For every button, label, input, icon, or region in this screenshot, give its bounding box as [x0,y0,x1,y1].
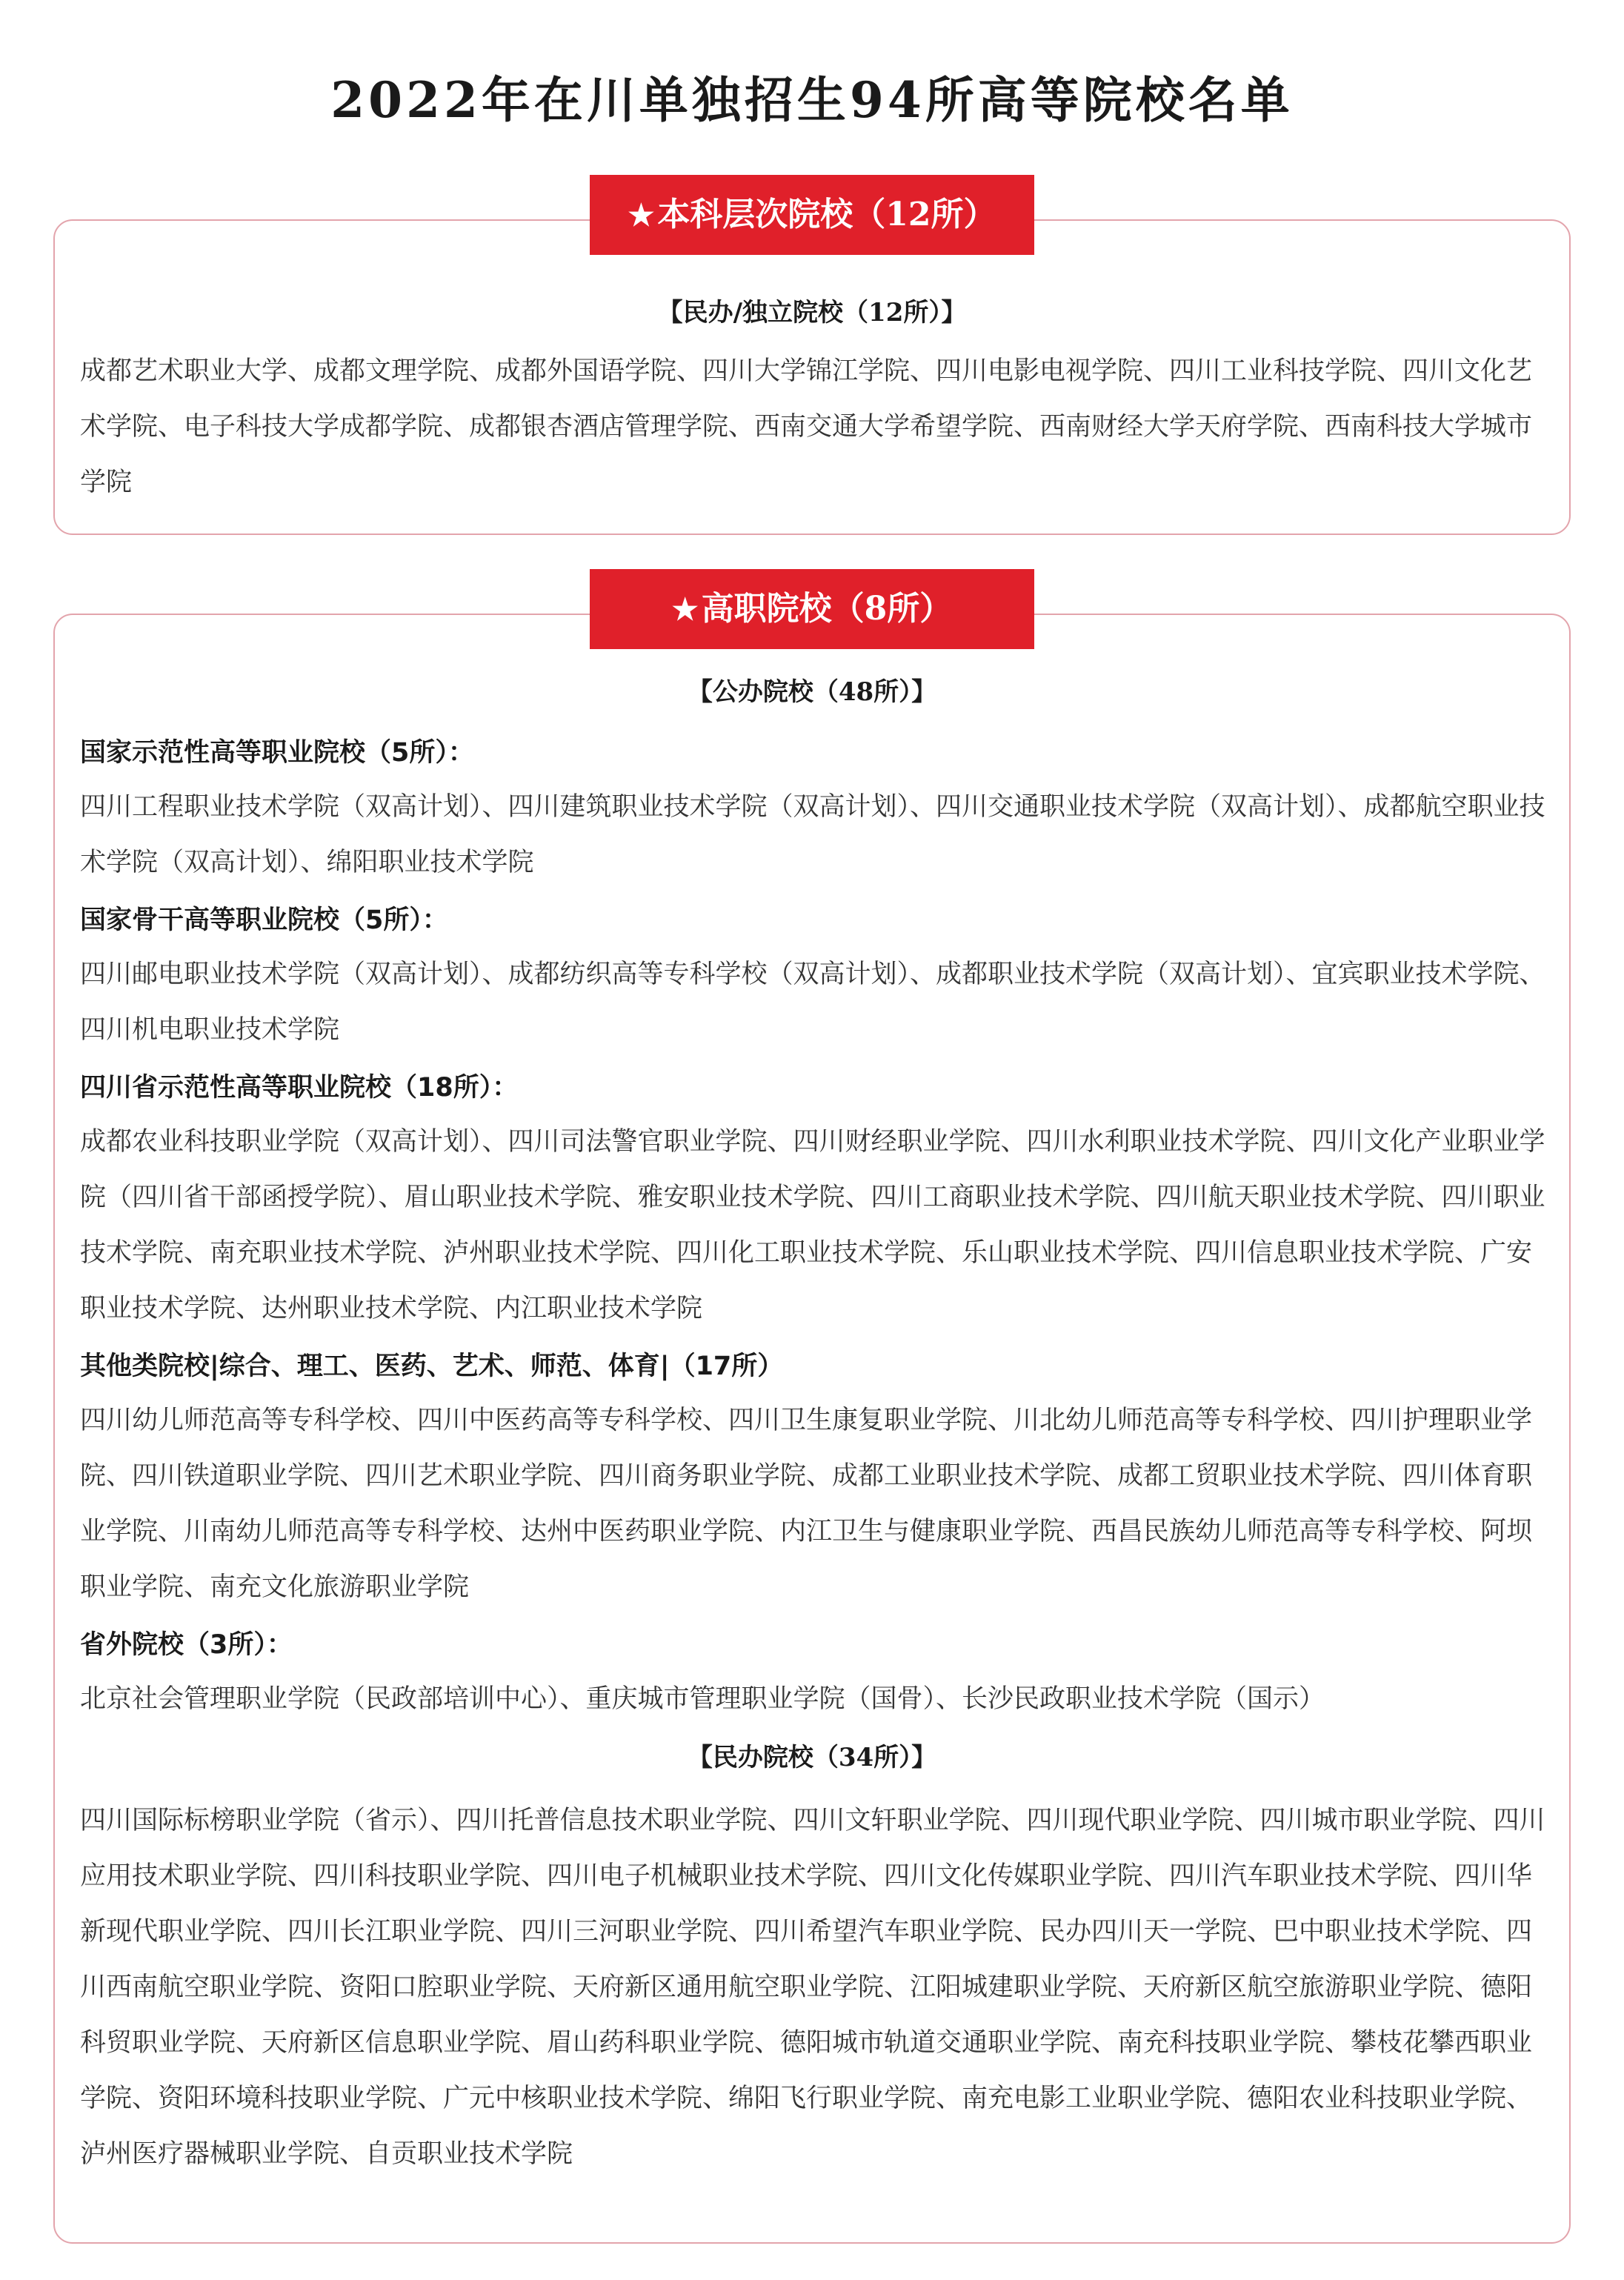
group-list-out-of-province: 北京社会管理职业学院（民政部培训中心）、重庆城市管理职业学院（国骨）、长沙民政职业技术学院（国示） [80,1684,1325,1714]
group-list-provincial-model: 成都农业科技职业学院（双高计划）、四川司法警官职业学院、四川财经职业学院、四川水利职业技术学院、四川文化产业职业学院（四川省干部函授学院）、眉山职业技术学院、雅安职业技术学院、四川工商职业技术学院、四川航天职业技术学院、四川职业技术学院、南充职业技术学院、泸州职业技术学院、四川化工职业技术学院、乐山职业技术学院、四川信息职业技术学院、广安职业技术学院、达州职业技术学院、内江职业技术学院 [80,1127,1545,1323]
private-independent-subheading: 【民办/独立院校（12所）】 [657,298,967,328]
group-heading-out-of-province: 省外院校（3所）： [80,1630,293,1660]
page-title: 2022年在川单独招生94所高等院校名单 [330,71,1294,129]
vocational-section-badge [590,569,1034,649]
private-schools-subheading: 【民办院校（34所）】 [687,1743,937,1772]
badge-label: 高职院校（8所） [701,590,953,628]
undergraduate-school-list: 成都艺术职业大学、成都文理学院、成都外国语学院、四川大学锦江学院、四川电影电视学院、四川工业科技学院、四川文化艺术学院、电子科技大学成都学院、成都银杏酒店管理学院、西南交通大学希望学院、西南财经大学天府学院、西南科技大学城市学院 [80,356,1533,497]
star-icon: ★ [628,198,655,233]
group-list-national-backbone: 四川邮电职业技术学院（双高计划）、成都纺织高等专科学校（双高计划）、成都职业技术学院（双高计划）、宜宾职业技术学院、四川机电职业技术学院 [80,960,1545,1045]
group-heading-other: 其他类院校|综合、理工、医药、艺术、师范、体育|（17所） [80,1352,784,1381]
undergraduate-section-badge [590,175,1034,255]
group-heading-national-model: 国家示范性高等职业院校（5所）： [80,738,474,768]
private-school-list: 四川国际标榜职业学院（省示）、四川托普信息技术职业学院、四川文轩职业学院、四川现代职业学院、四川城市职业学院、四川应用技术职业学院、四川科技职业学院、四川电子机械职业技术学院、四川文化传媒职业学院、四川汽车职业技术学院、四川华新现代职业学院、四川长江职业学院、四川三河职业学院、四川希望汽车职业学院、民办四川天一学院、巴中职业技术学院、四川西南航空职业学院、资阳口腔职业学院、天府新区通用航空职业学院、江阳城建职业学院、天府新区航空旅游职业学院、德阳科贸职业学院、天府新区信息职业学院、眉山药科职业学院、德阳城市轨道交通职业学院、南充科技职业学院、攀枝花攀西职业学院、资阳环境科技职业学院、广元中核职业技术学院、绵阳飞行职业学院、南充电影工业职业学院、德阳农业科技职业学院、泸州医疗器械职业学院、自贡职业技术学院 [80,1806,1545,2169]
badge-label: 本科层次院校（12所） [657,196,996,233]
group-heading-provincial-model: 四川省示范性高等职业院校（18所）： [80,1073,519,1103]
group-list-national-model: 四川工程职业技术学院（双高计划）、四川建筑职业技术学院（双高计划）、四川交通职业技术学院（双高计划）、成都航空职业技术学院（双高计划）、绵阳职业技术学院 [80,792,1545,877]
public-schools-subheading: 【公办院校（48所）】 [687,677,937,707]
group-list-other: 四川幼儿师范高等专科学校、四川中医药高等专科学校、四川卫生康复职业学院、川北幼儿师范高等专科学校、四川护理职业学院、四川铁道职业学院、四川艺术职业学院、四川商务职业学院、成都工业职业技术学院、成都工贸职业技术学院、四川体育职业学院、川南幼儿师范高等专科学校、达州中医药职业学院、内江卫生与健康职业学院、西昌民族幼儿师范高等专科学校、阿坝职业学院、南充文化旅游职业学院 [80,1406,1533,1602]
star-icon: ★ [671,592,699,627]
group-heading-national-backbone: 国家骨干高等职业院校（5所）： [80,905,448,935]
